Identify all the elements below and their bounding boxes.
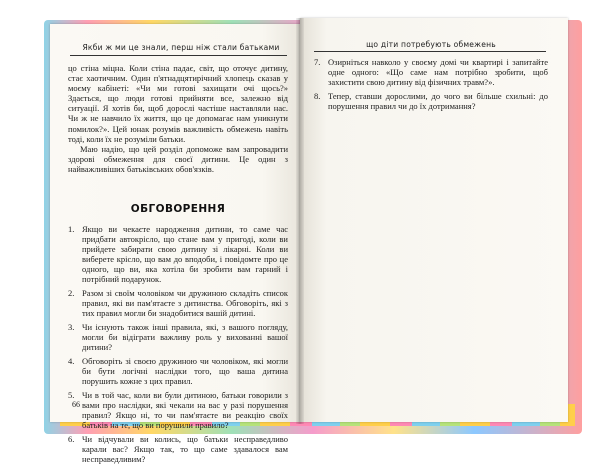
- list-item: [68, 390, 288, 430]
- list-item: [68, 224, 288, 285]
- left-running-head: Якби ж ми це знали, перш ніж стали батьками: [82, 43, 280, 52]
- list-item: [68, 356, 288, 386]
- list-item: [68, 434, 288, 464]
- item-number: 7.: [314, 57, 321, 67]
- left-head-rule: [70, 55, 287, 56]
- item-number: 5.: [68, 389, 75, 400]
- list-item: [68, 322, 288, 352]
- item-number: 6.: [68, 433, 75, 444]
- item-text: Тепер, ставши дорослими, до чого ви більше схильні: до порушення правил чи до їх дотримання?: [328, 90, 548, 111]
- page-number: 66: [72, 400, 80, 409]
- item-number: 4.: [68, 355, 75, 366]
- left-body-text: [68, 63, 288, 174]
- item-text: Обговоріть зі своєю дружиною чи чоловіком, які могли би бути логічні наслідки того, що ваша дитина порушить кожне з цих правил.: [82, 355, 288, 387]
- item-text: Якщо ви чекаєте народження дитини, то саме час придбати автокрісло, що стане вам у пригоді, коли ви прийдете забирати свою дитину зі лікарні. Коли ви виберете крісло, що вам до вподоби, і повідомте про це одного, що ви, яка хотіла би зробити вам гарний і потрібний подарунок.: [82, 224, 288, 285]
- item-text: Разом зі своїм чоловіком чи дружиною складіть список правил, які ви пам'ятаєте з дитинства. Обговоріть, які з тих правил могли би знадобитися вашій дитині.: [82, 288, 288, 319]
- list-item: [68, 288, 288, 318]
- item-number: 1.: [68, 224, 75, 234]
- left-question-list: [68, 224, 288, 468]
- paragraph: цо стіна міцна. Коли стіна падає, світ, що оточує дитину, стає хаотичним. Один п'ятнадцятирічний хлопець сказав у моєму кабінеті: «Чи ми готові захищати очі щось?» Здається, що люди готові прийняти все, залежно від ситуації. Я хотів би, щоб дорослі частіше наставляли нас. Чи ж не навчило їх життя, що це допомагає нам уникнути помилок?». Цей юнак розумів важливість обмежень навіть тоді, коли їх не розуміли батьки.: [68, 63, 288, 144]
- item-number: 3.: [68, 322, 75, 333]
- item-text: Чи в той час, коли ви були дитиною, батьки говорили з вами про наслідки, які чекали на вас у разі порушення правил? Якщо ні, то чи пам'ятаєте ви реакцію своїх батьків на те, що ви порушили правило?: [82, 389, 288, 431]
- list-item: [314, 57, 548, 87]
- right-head-rule: [314, 51, 546, 52]
- item-text: Озирніться навколо у своєму домі чи квартирі і запитайте одне одного: «Що саме нам потрібно зробити, щоб захистити свою дитину від фізичних травм?».: [328, 57, 548, 88]
- book-gutter: [296, 18, 304, 424]
- item-text: Чи існують також інші правила, які, з вашого погляду, могли би відіграти важливу роль у вихованні вашої дитини?: [82, 322, 288, 353]
- right-question-list: [314, 57, 548, 115]
- item-number: 8.: [314, 90, 321, 101]
- list-item: [314, 91, 548, 111]
- section-title: ОБГОВОРЕННЯ: [130, 203, 226, 215]
- right-running-head: що діти потребують обмежень: [366, 40, 496, 49]
- item-text: Чи відчували ви колись, що батьки несправедливо карали вас? Якщо так, то що саме здавалося вам несправедливим?: [82, 433, 288, 464]
- paragraph: Маю надію, що цей розділ допоможе вам запровадити здорові обмеження для своєї дитини. Це один з найважливіших батьківських обов'язків.: [68, 143, 288, 174]
- item-number: 2.: [68, 288, 75, 299]
